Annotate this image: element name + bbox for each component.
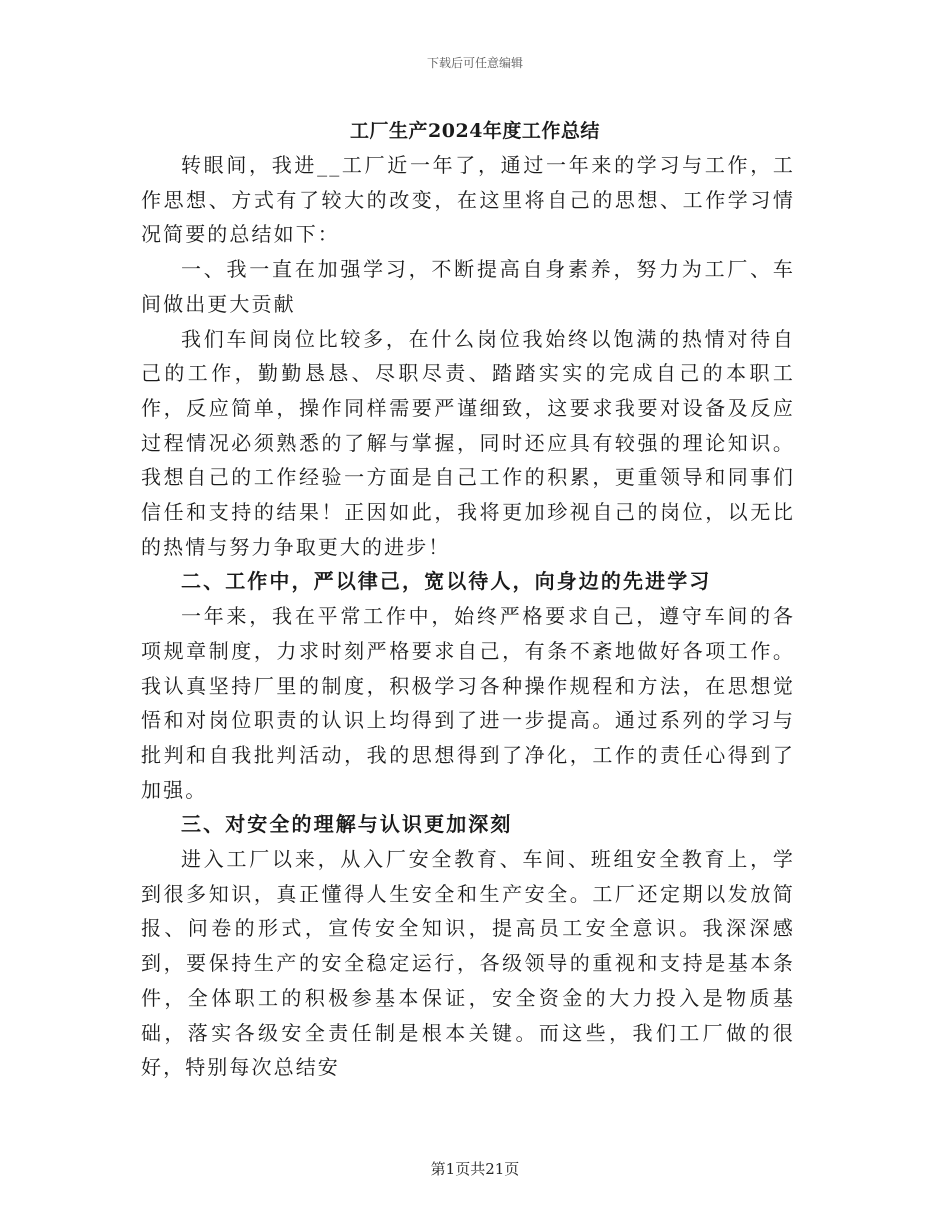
section-three-heading: 三、对安全的理解与认识更加深刻 bbox=[181, 812, 513, 837]
section-three-paragraph: 进入工厂以来，从入厂安全教育、车间、班组安全教育上，学到很多知识，真正懂得人生安全和生产安全。工厂还定期以发放简报、问卷的形式，宣传安全知识，提高员工安全意识。我深深感到，要保持生产的安全稳定运行，各级领导的重视和支持是基本条件，全体职工的积极参基本保证，安全资金的大力投入是物质基础，落实各级安全责任制是根本关键。而这些，我们工厂做的很好，特别每次总结安 bbox=[141, 847, 795, 1080]
section-two-paragraph: 一年来，我在平常工作中，始终严格要求自己，遵守车间的各项规章制度，力求时刻严格要求自己，有条不紊地做好各项工作。我认真坚持厂里的制度，积极学习各种操作规程和方法，在思想觉悟和对岗位职责的认识上均得到了进一步提高。通过系列的学习与批判和自我批判活动，我的思想得到了净化，工作的责任心得到了加强。 bbox=[141, 604, 795, 802]
page-header-note: 下载后可任意编辑 bbox=[426, 56, 523, 70]
section-one-heading: 一、我一直在加强学习，不断提高自身素养，努力为工厂、车间做出更大贡献 bbox=[141, 257, 795, 316]
page-number-footer: 第1页共21页 bbox=[430, 1160, 520, 1178]
section-one-paragraph: 我们车间岗位比较多，在什么岗位我始终以饱满的热情对待自己的工作，勤勤恳恳、尽职尽责、踏踏实实的完成自己的本职工作，反应简单，操作同样需要严谨细致，这要求我要对设备及反应过程情况必须熟悉的了解与掌握，同时还应具有较强的理论知识。我想自己的工作经验一方面是自己工作的积累，更重领导和同事们信任和支持的结果！正因如此，我将更加珍视自己的岗位，以无比的热情与努力争取更大的进步！ bbox=[141, 326, 795, 559]
document-body bbox=[141, 148, 795, 1085]
section-two-heading: 二、工作中，严以律己，宽以待人，向身边的先进学习 bbox=[181, 569, 712, 594]
intro-paragraph: 转眼间，我进__工厂近一年了，通过一年来的学习与工作，工作思想、方式有了较大的改变，在这里将自己的思想、工作学习情况简要的总结如下： bbox=[141, 153, 795, 247]
document-title: 工厂生产2024年度工作总结 bbox=[350, 120, 600, 142]
